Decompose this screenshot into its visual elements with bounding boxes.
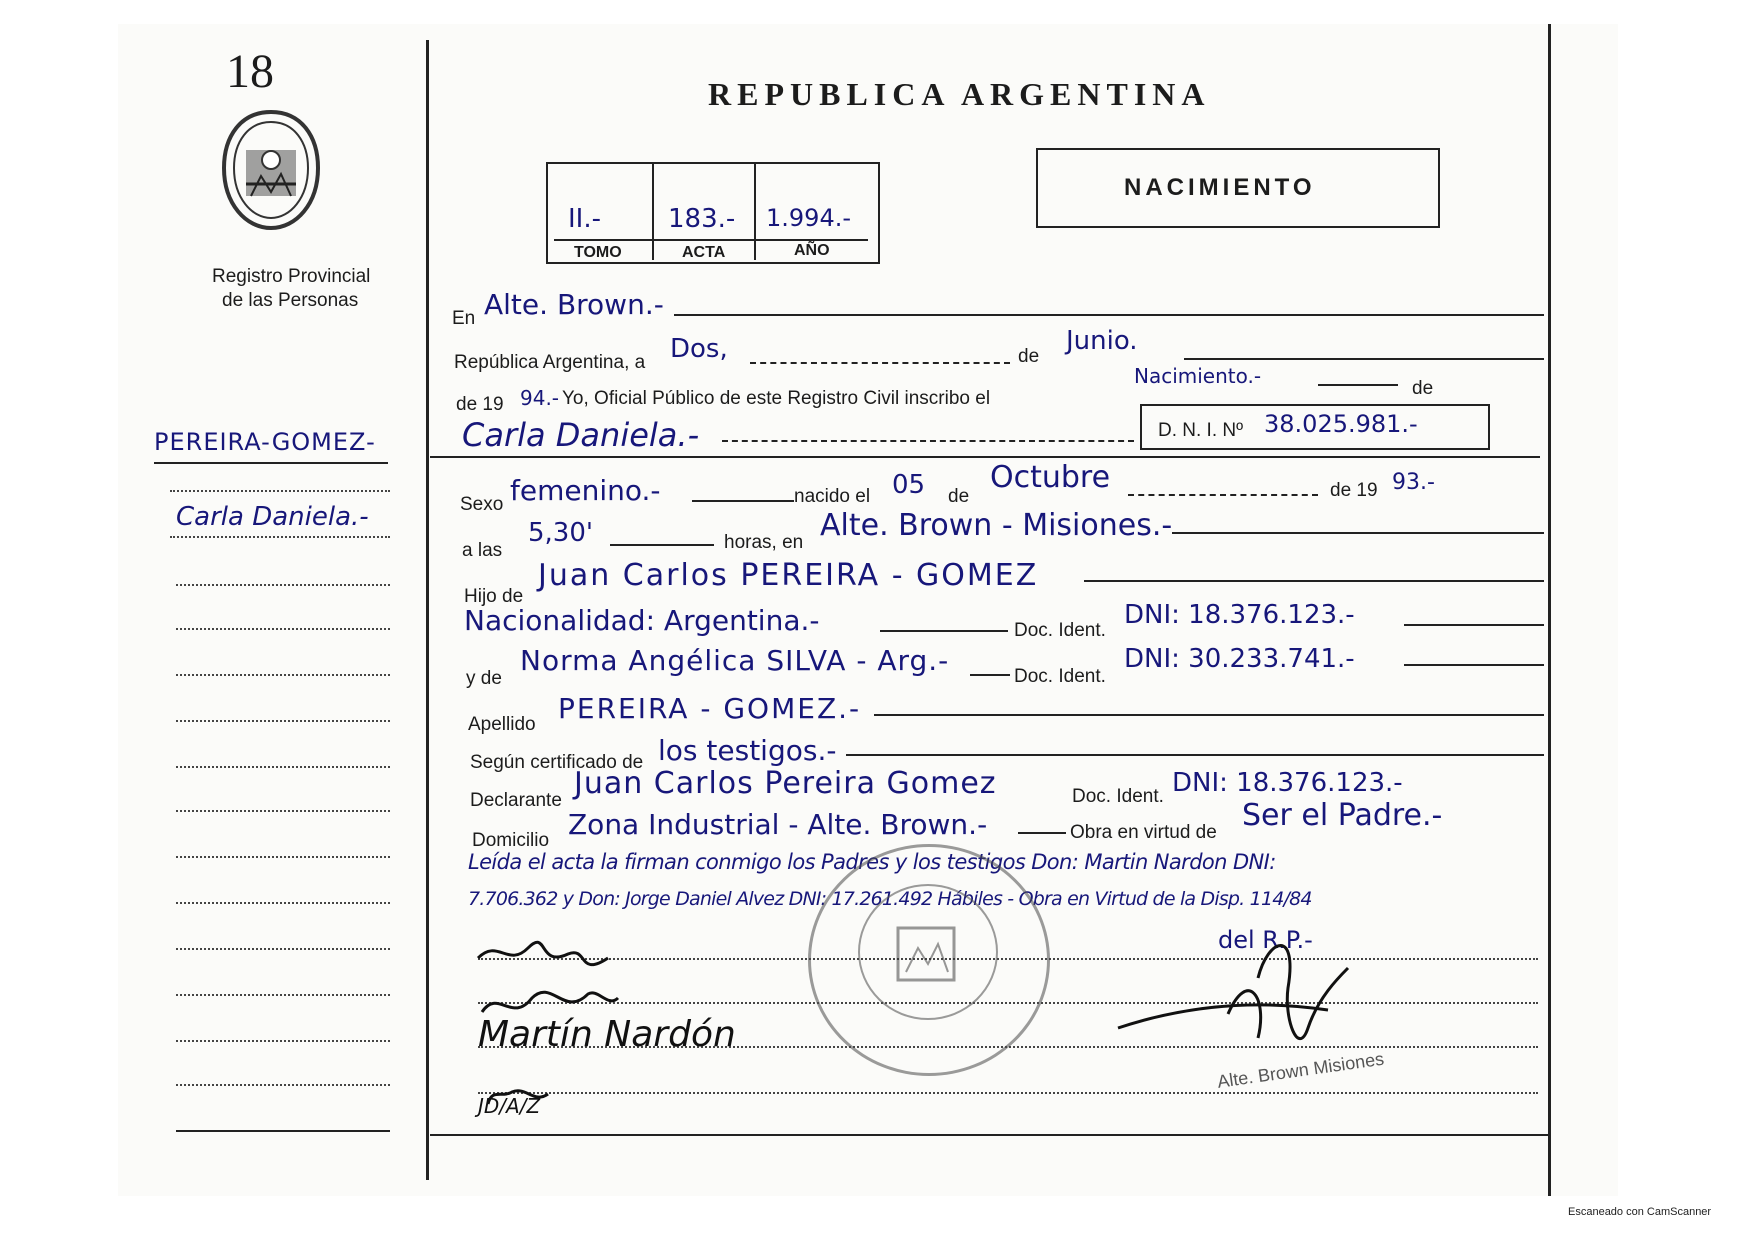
margin-rule (170, 536, 390, 538)
declarante-doc: DNI: 18.376.123.- (1172, 768, 1403, 798)
margin-surname: PEREIRA-GOMEZ- (154, 428, 376, 456)
closing-text-line3: del R.P.- (1218, 926, 1313, 954)
father-doc: DNI: 18.376.123.- (1124, 600, 1355, 630)
birth-time: 5,30' (528, 518, 594, 548)
tomo-value: II.- (568, 204, 601, 234)
obra-label: Obra en virtud de (1070, 822, 1217, 843)
republica-label: República Argentina, a (454, 352, 646, 373)
apellido-label: Apellido (468, 714, 536, 735)
acta-value: 183.- (668, 204, 736, 234)
month-value: Junio. (1066, 326, 1138, 356)
horas-label: horas, en (724, 532, 804, 553)
doc-ident-label-mother: Doc. Ident. (1014, 666, 1106, 687)
margin-given-names: Carla Daniela.- (176, 502, 369, 532)
left-frame-line (426, 40, 429, 1180)
sexo-value: femenino.- (510, 474, 661, 507)
dni-value: 38.025.981.- (1264, 410, 1418, 438)
margin-rule (176, 810, 390, 812)
father-doc-rule (1404, 624, 1544, 626)
a-las-label: a las (462, 540, 503, 561)
child-names: Carla Daniela.- (462, 416, 700, 454)
signature-initials: JD/A/Z (478, 1094, 541, 1118)
margin-rule (176, 674, 390, 676)
father-nationality-rule (880, 630, 1008, 632)
mother-name-rule (970, 674, 1010, 676)
margin-rule (176, 766, 390, 768)
registry-name-line1: Registro Provincial (212, 266, 371, 287)
doc-type-label: NACIMIENTO (1124, 174, 1316, 201)
domicilio-label: Domicilio (472, 830, 550, 851)
official-stamp-text: Alte. Brown Misiones (1216, 1048, 1386, 1092)
margin-rule (176, 856, 390, 858)
margin-rule (176, 628, 390, 630)
doc-ident-label-declarante: Doc. Ident. (1072, 786, 1164, 807)
bottom-rule (430, 1134, 1548, 1136)
declarante-label: Declarante (470, 790, 562, 811)
registry-name-line2: de las Personas (222, 290, 359, 311)
birth-place: Alte. Brown - Misiones.- (820, 508, 1173, 543)
margin-rule (176, 994, 390, 996)
mother-doc: DNI: 30.233.741.- (1124, 644, 1355, 674)
margin-rule (176, 948, 390, 950)
margin-rule (176, 1040, 390, 1042)
de-year-label-2: de 19 (1330, 480, 1378, 501)
signature-martin-nardon: Martín Nardón (478, 1014, 736, 1055)
ref-box-divider (652, 164, 654, 260)
apellido-value: PEREIRA - GOMEZ.- (558, 692, 862, 725)
acta-label: ACTA (682, 244, 726, 261)
dni-label: D. N. I. Nº (1158, 420, 1244, 441)
place-rule (674, 314, 1544, 316)
apellido-rule (874, 714, 1544, 716)
tomo-label: TOMO (574, 244, 622, 261)
day-rule (750, 362, 1010, 364)
country-title: REPUBLICA ARGENTINA (708, 76, 1211, 112)
birth-place-rule (1172, 532, 1544, 534)
mother-name: Norma Angélica SILVA - Arg.- (520, 644, 950, 677)
birth-month: Octubre (990, 460, 1111, 495)
doc-ident-label-father: Doc. Ident. (1014, 620, 1106, 641)
place-value: Alte. Brown.- (484, 288, 664, 321)
anio-label: AÑO (794, 242, 830, 259)
provincial-seal-icon (216, 106, 326, 236)
stamp-emblem-icon (886, 914, 966, 994)
page-number: 18 (226, 45, 274, 98)
father-name-rule (1084, 580, 1544, 582)
segun-rule (846, 754, 1544, 756)
margin-rule (176, 720, 390, 722)
declarante-value: Juan Carlos Pereira Gomez (574, 766, 997, 801)
de-label-2: de (1412, 378, 1434, 399)
ref-box-label-rule (554, 239, 868, 241)
father-name: Juan Carlos PEREIRA - GOMEZ (538, 558, 1039, 593)
margin-surname-rule (154, 462, 388, 464)
right-frame-line (1548, 24, 1551, 1196)
scanner-watermark: Escaneado con CamScanner (1568, 1206, 1712, 1218)
obra-value: Ser el Padre.- (1242, 798, 1443, 833)
month-rule (1184, 358, 1544, 360)
closing-text-line2: 7.706.362 y Don: Jorge Daniel Alvez DNI: 17.261.492 Hábiles - Obra en Virtud de la Disp. 114/84 (468, 888, 1312, 910)
sexo-rule (692, 500, 794, 502)
inscribed-rule (1318, 384, 1398, 386)
segun-value: los testigos.- (658, 734, 837, 767)
section-rule (430, 456, 1540, 458)
year-suffix: 94.- (520, 386, 560, 410)
segun-label: Según certificado de (470, 752, 644, 773)
birth-month-rule (1128, 494, 1318, 496)
de-label-3: de (948, 486, 970, 507)
birth-certificate-page (118, 24, 1618, 1196)
birth-year-suffix: 93.- (1392, 470, 1435, 495)
inscribed-type: Nacimiento.- (1134, 364, 1262, 388)
ref-box-divider (754, 164, 756, 260)
sexo-label: Sexo (460, 494, 504, 515)
domicilio-value: Zona Industrial - Alte. Brown.- (568, 808, 988, 841)
birth-time-rule (610, 544, 714, 546)
de-year-label: de 19 (456, 394, 504, 415)
margin-rule (170, 490, 390, 492)
en-label: En (452, 308, 476, 329)
margin-rule (176, 584, 390, 586)
y-de-label: y de (466, 668, 502, 689)
margin-rule (176, 902, 390, 904)
nacido-label: nacido el (794, 486, 871, 507)
anio-value: 1.994.- (766, 204, 851, 232)
margin-rule (176, 1130, 390, 1132)
domicilio-rule (1018, 832, 1066, 834)
birth-day: 05 (892, 470, 926, 500)
closing-text-line1: Leída el acta la firman conmigo los Padres y los testigos Don: Martin Nardon DNI: (468, 850, 1276, 874)
hijo-label: Hijo de (464, 586, 524, 607)
de-label: de (1018, 346, 1040, 367)
day-value: Dos, (670, 334, 728, 364)
father-nationality: Nacionalidad: Argentina.- (464, 604, 820, 637)
mother-doc-rule (1404, 664, 1544, 666)
margin-rule (176, 1084, 390, 1086)
yo-oficial-text: Yo, Oficial Público de este Registro Civil inscribo el (562, 388, 991, 409)
child-names-rule (722, 440, 1134, 442)
